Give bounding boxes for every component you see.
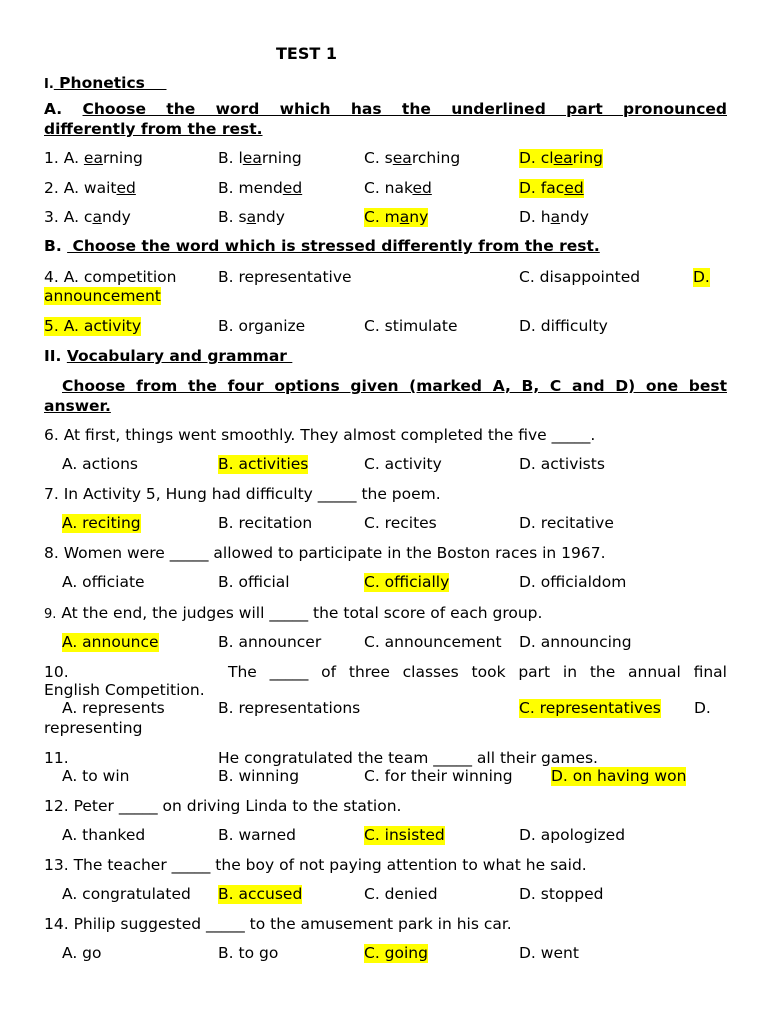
answer-highlight: D. [693, 268, 710, 286]
question-10-stem-cont: English Competition. [44, 681, 205, 699]
question-8-stem: 8. Women were _____ allowed to participate in the Boston races in 1967. [44, 544, 606, 562]
question-14-stem: 14. Philip suggested _____ to the amusement park in his car. [44, 915, 512, 933]
section-number: I. [44, 77, 54, 92]
document-title: TEST 1 [276, 44, 337, 63]
question-7-stem: 7. In Activity 5, Hung had difficulty _____ the poem. [44, 485, 441, 503]
answer-highlight: 5. A. activity [44, 317, 142, 335]
subsection-a-heading: A. Choose the word which has the underlined part pronounced [44, 100, 727, 118]
part2-instruction: Choose from the four options given (marked A, B, C and D) one best [62, 377, 727, 395]
question-6-stem: 6. At first, things went smoothly. They almost completed the five _____. [44, 426, 596, 444]
section-title: Phonetics [53, 74, 167, 92]
part2-instruction-cont: answer. [44, 397, 111, 415]
answer-highlight: A. announce [62, 633, 159, 651]
question-9-stem: 9. At the end, the judges will _____ the total score of each group. [44, 604, 543, 622]
answer-highlight: announcement [44, 287, 161, 305]
answer-highlight: D. on having won [551, 767, 687, 785]
answer-highlight: C. officially [364, 573, 450, 591]
question-13-stem: 13. The teacher _____ the boy of not paying attention to what he said. [44, 856, 587, 874]
answer-highlight: A. reciting [62, 514, 141, 532]
test-document: TEST 1 I. Phonetics A. Choose the word which has the underlined part pronounced differently from the rest. 1. A. earning B. learning C. searching D. clearing 2. A. waited B. mended C. naked D. faced 3. A. candy B. sandy C. many D. handy B. Choose the word which is stressed differently from the rest. 4. A. competition B. representative C. disappointed D. announcement 5. A. activity B. organize C. stimulate D. difficulty II. Vocabulary and grammar Choose from the four options given (marked A, B, C and D) one best answer. 6. At first, things went smoothly. They almost completed the five _____. A. actions B. activities C. activity D. activists 7. In Activity 5, Hung had difficulty _____ the poem. A. reciting B. recitation C. recites D. recitative 8. Women were _____ allowed to participate in the Boston races in 1967. A. officiate B. official C. officially D. officialdom 9. At the end, the judges will _____ the total score of each group. A. announce B. announcer C. announcement D. announcing 10. The _____ of three classes took part in the annual final English Competition. A. represents B. representations C. representatives D. representing 11. He congratulated the team _____ all their games. A. to win B. winning C. for their winning D. on having won 12. Peter _____ on driving Linda to the station. A. thanked B. warned C. insisted D. apologized 13. The teacher _____ the boy of not paying attention to what he said. A. congratulated B. accused C. denied D. stopped 14. Philip suggested _____ to the amusement park in his car. A. go B. to go C. going D. went [44, 44, 727, 962]
answer-highlight: C. going [364, 944, 428, 962]
question-10-options-cont: representing [44, 719, 143, 737]
section-heading-phonetics [44, 74, 727, 94]
answer-highlight: D. faced [519, 179, 584, 197]
answer-highlight: B. accused [218, 885, 303, 903]
answer-highlight: B. activities [218, 455, 309, 473]
answer-highlight: C. representatives [519, 699, 661, 717]
subsection-a-heading-cont: differently from the rest. [44, 120, 263, 138]
subsection-b-heading: B. Choose the word which is stressed differently from the rest. [44, 237, 600, 255]
question-4-cont [44, 287, 727, 306]
answer-highlight: C. insisted [364, 826, 445, 844]
section-heading-vocabulary: II. Vocabulary and grammar [44, 347, 293, 365]
answer-highlight: D. clearing [519, 149, 604, 167]
question-12-stem: 12. Peter _____ on driving Linda to the station. [44, 797, 402, 815]
answer-highlight: C. many [364, 208, 429, 226]
